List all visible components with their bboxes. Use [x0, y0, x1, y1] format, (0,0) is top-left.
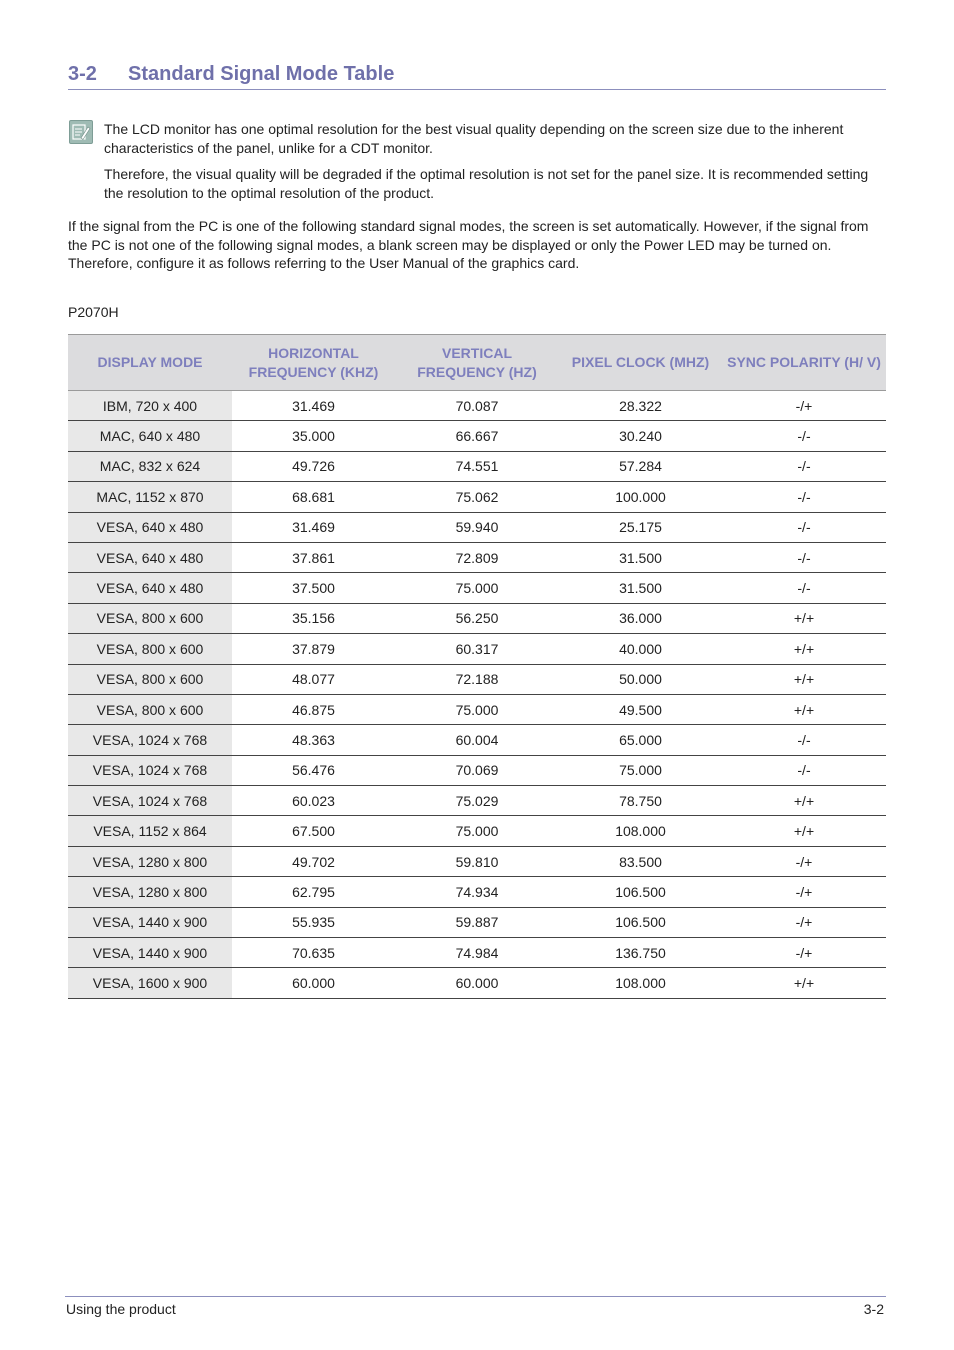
- cell-pixel-clock: 36.000: [559, 603, 722, 633]
- page-heading: [68, 60, 886, 90]
- table-row: [68, 482, 886, 512]
- column-header-sync-polarity: SYNC POLARITY (H/ V): [722, 335, 886, 391]
- table-header-row: [68, 335, 886, 391]
- cell-display-mode: VESA, 800 x 600: [68, 603, 232, 633]
- cell-sync-polarity: -/-: [722, 573, 886, 603]
- cell-vertical-frequency: 70.087: [395, 391, 559, 421]
- cell-pixel-clock: 108.000: [559, 968, 722, 998]
- cell-sync-polarity: +/+: [722, 634, 886, 664]
- cell-pixel-clock: 40.000: [559, 634, 722, 664]
- cell-horizontal-frequency: 48.363: [232, 725, 395, 755]
- cell-display-mode: VESA, 1440 x 900: [68, 938, 232, 968]
- table-row: [68, 816, 886, 846]
- cell-horizontal-frequency: 37.861: [232, 542, 395, 572]
- table-row: [68, 421, 886, 451]
- cell-pixel-clock: 50.000: [559, 664, 722, 694]
- column-header-vertical-frequency: VERTICAL FREQUENCY (HZ): [395, 335, 559, 391]
- cell-horizontal-frequency: 35.156: [232, 603, 395, 633]
- cell-horizontal-frequency: 67.500: [232, 816, 395, 846]
- cell-display-mode: VESA, 1024 x 768: [68, 755, 232, 785]
- cell-sync-polarity: -/+: [722, 938, 886, 968]
- cell-pixel-clock: 25.175: [559, 512, 722, 542]
- cell-sync-polarity: +/+: [722, 968, 886, 998]
- cell-horizontal-frequency: 35.000: [232, 421, 395, 451]
- cell-display-mode: VESA, 1024 x 768: [68, 725, 232, 755]
- cell-vertical-frequency: 59.940: [395, 512, 559, 542]
- cell-vertical-frequency: 74.934: [395, 877, 559, 907]
- signal-mode-table: [68, 334, 886, 999]
- column-header-display-mode: DISPLAY MODE: [68, 335, 232, 391]
- table-row: [68, 938, 886, 968]
- cell-horizontal-frequency: 55.935: [232, 907, 395, 937]
- cell-display-mode: VESA, 1280 x 800: [68, 877, 232, 907]
- cell-vertical-frequency: 75.000: [395, 573, 559, 603]
- cell-sync-polarity: -/+: [722, 391, 886, 421]
- table-row: [68, 877, 886, 907]
- cell-vertical-frequency: 70.069: [395, 755, 559, 785]
- cell-display-mode: VESA, 1280 x 800: [68, 846, 232, 876]
- cell-vertical-frequency: 72.188: [395, 664, 559, 694]
- column-header-pixel-clock: PIXEL CLOCK (MHZ): [559, 335, 722, 391]
- cell-vertical-frequency: 75.000: [395, 816, 559, 846]
- cell-sync-polarity: +/+: [722, 816, 886, 846]
- cell-sync-polarity: -/-: [722, 725, 886, 755]
- cell-pixel-clock: 65.000: [559, 725, 722, 755]
- table-row: [68, 694, 886, 724]
- cell-pixel-clock: 75.000: [559, 755, 722, 785]
- cell-vertical-frequency: 56.250: [395, 603, 559, 633]
- cell-display-mode: MAC, 1152 x 870: [68, 482, 232, 512]
- cell-pixel-clock: 31.500: [559, 573, 722, 603]
- table-row: [68, 907, 886, 937]
- cell-sync-polarity: -/+: [722, 907, 886, 937]
- cell-pixel-clock: 78.750: [559, 786, 722, 816]
- cell-sync-polarity: -/-: [722, 482, 886, 512]
- intro-paragraph: If the signal from the PC is one of the following standard signal modes, the screen is set automatically. However, if the signal from the PC is not one of the following signal modes, a blank screen may be displayed or only the Power LED may be turned on. Therefore, configure it as follows referring to the User Manual of the graphics card.: [68, 218, 869, 271]
- cell-vertical-frequency: 75.029: [395, 786, 559, 816]
- cell-pixel-clock: 57.284: [559, 451, 722, 481]
- cell-horizontal-frequency: 37.500: [232, 573, 395, 603]
- cell-display-mode: MAC, 832 x 624: [68, 451, 232, 481]
- cell-pixel-clock: 31.500: [559, 542, 722, 572]
- cell-pixel-clock: 106.500: [559, 877, 722, 907]
- section-number: 3-2: [68, 63, 97, 85]
- cell-sync-polarity: -/-: [722, 451, 886, 481]
- table-row: [68, 542, 886, 572]
- cell-pixel-clock: 30.240: [559, 421, 722, 451]
- cell-sync-polarity: +/+: [722, 694, 886, 724]
- column-header-horizontal-frequency: HORIZONTAL FREQUENCY (KHZ): [232, 335, 395, 391]
- cell-horizontal-frequency: 31.469: [232, 391, 395, 421]
- cell-display-mode: VESA, 640 x 480: [68, 573, 232, 603]
- cell-horizontal-frequency: 49.726: [232, 451, 395, 481]
- table-row: [68, 968, 886, 998]
- cell-horizontal-frequency: 60.000: [232, 968, 395, 998]
- cell-pixel-clock: 28.322: [559, 391, 722, 421]
- cell-sync-polarity: -/-: [722, 755, 886, 785]
- cell-display-mode: VESA, 1152 x 864: [68, 816, 232, 846]
- table-row: [68, 634, 886, 664]
- table-row: [68, 664, 886, 694]
- table-row: [68, 846, 886, 876]
- table-row: [68, 725, 886, 755]
- cell-horizontal-frequency: 60.023: [232, 786, 395, 816]
- cell-sync-polarity: +/+: [722, 664, 886, 694]
- cell-pixel-clock: 106.500: [559, 907, 722, 937]
- cell-sync-polarity: -/+: [722, 846, 886, 876]
- cell-sync-polarity: -/-: [722, 512, 886, 542]
- cell-vertical-frequency: 59.810: [395, 846, 559, 876]
- note-text: The LCD monitor has one optimal resolution for the best visual quality depending on the screen size due to the inherent characteristics of the panel, unlike for a CDT monitor.: [104, 121, 844, 156]
- cell-display-mode: IBM, 720 x 400: [68, 391, 232, 421]
- cell-vertical-frequency: 60.317: [395, 634, 559, 664]
- cell-display-mode: VESA, 1600 x 900: [68, 968, 232, 998]
- footer-section-label: Using the product: [66, 1301, 176, 1317]
- cell-vertical-frequency: 60.004: [395, 725, 559, 755]
- table-row: [68, 573, 886, 603]
- cell-horizontal-frequency: 37.879: [232, 634, 395, 664]
- table-row: [68, 786, 886, 816]
- cell-sync-polarity: -/-: [722, 542, 886, 572]
- cell-vertical-frequency: 74.551: [395, 451, 559, 481]
- cell-pixel-clock: 108.000: [559, 816, 722, 846]
- cell-display-mode: VESA, 800 x 600: [68, 634, 232, 664]
- cell-display-mode: VESA, 1440 x 900: [68, 907, 232, 937]
- cell-sync-polarity: +/+: [722, 786, 886, 816]
- table-row: [68, 451, 886, 481]
- cell-pixel-clock: 136.750: [559, 938, 722, 968]
- cell-pixel-clock: 49.500: [559, 694, 722, 724]
- cell-vertical-frequency: 60.000: [395, 968, 559, 998]
- cell-horizontal-frequency: 62.795: [232, 877, 395, 907]
- cell-sync-polarity: -/+: [722, 877, 886, 907]
- cell-vertical-frequency: 59.887: [395, 907, 559, 937]
- cell-vertical-frequency: 66.667: [395, 421, 559, 451]
- page-title: Standard Signal Mode Table: [128, 63, 395, 85]
- table-row: [68, 512, 886, 542]
- cell-horizontal-frequency: 48.077: [232, 664, 395, 694]
- cell-vertical-frequency: 75.062: [395, 482, 559, 512]
- cell-display-mode: VESA, 1024 x 768: [68, 786, 232, 816]
- page-number: 3-2: [863, 1301, 884, 1317]
- model-name: P2070H: [68, 304, 119, 320]
- cell-display-mode: VESA, 800 x 600: [68, 694, 232, 724]
- cell-display-mode: VESA, 640 x 480: [68, 542, 232, 572]
- cell-display-mode: VESA, 800 x 600: [68, 664, 232, 694]
- table-body: [68, 391, 886, 999]
- table-row: [68, 603, 886, 633]
- cell-horizontal-frequency: 56.476: [232, 755, 395, 785]
- cell-pixel-clock: 100.000: [559, 482, 722, 512]
- cell-horizontal-frequency: 68.681: [232, 482, 395, 512]
- footer-divider: [65, 1296, 886, 1297]
- cell-vertical-frequency: 75.000: [395, 694, 559, 724]
- table-row: [68, 391, 886, 421]
- cell-horizontal-frequency: 70.635: [232, 938, 395, 968]
- cell-vertical-frequency: 72.809: [395, 542, 559, 572]
- note-text: Therefore, the visual quality will be degraded if the optimal resolution is not set for the panel size. It is recommended setting the resolution to the optimal resolution of the product.: [104, 166, 869, 201]
- cell-horizontal-frequency: 31.469: [232, 512, 395, 542]
- cell-sync-polarity: +/+: [722, 603, 886, 633]
- cell-vertical-frequency: 74.984: [395, 938, 559, 968]
- cell-display-mode: MAC, 640 x 480: [68, 421, 232, 451]
- cell-display-mode: VESA, 640 x 480: [68, 512, 232, 542]
- cell-pixel-clock: 83.500: [559, 846, 722, 876]
- cell-horizontal-frequency: 46.875: [232, 694, 395, 724]
- cell-sync-polarity: -/-: [722, 421, 886, 451]
- note-pencil-icon: [69, 120, 93, 144]
- cell-horizontal-frequency: 49.702: [232, 846, 395, 876]
- table-row: [68, 755, 886, 785]
